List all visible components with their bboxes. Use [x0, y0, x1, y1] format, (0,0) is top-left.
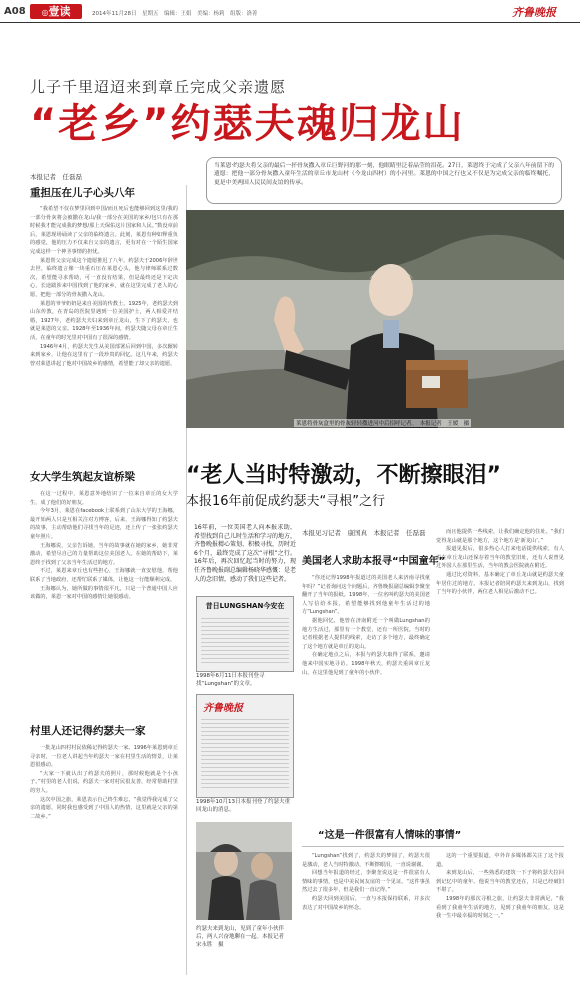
main-photo	[186, 210, 564, 428]
clipping-1998-october	[196, 694, 294, 798]
page-number: A08	[4, 6, 26, 17]
section-title-1: 重担压在儿子心头八年	[30, 187, 135, 199]
section2-title-b: “这是一件很富有人情味的事情”	[318, 830, 462, 841]
section2-headline: “老人当时特激动，不断擦眼泪”	[186, 463, 501, 488]
section2-col-d: 这的一个重要报道，中外许多媒体都关注了这个报道。 来到龙山后，一些熟悉的建筑一下子将约瑟夫拉回到记忆中的童年。他说当年的教堂还在，只是已经破旧不堪了。 1998年的那次寻根之旅，让约瑟夫非常满足，“我看到了我童年生活的地方，见到了我童年的朋友，这是我一生中最幸福的时刻之一。”	[436, 853, 564, 920]
main-headline: “老乡”约瑟夫魂归龙山	[30, 101, 465, 147]
section-body-2: 在这一过程中，莱恩意外地结识了一位来自章丘的女大学生，成了他们的好朋友。 今年3月，莱恩在facebook上联系到了山东大学的王海娜，最开始两人只是互相关注对方博客，后来，王海娜得知了约瑟夫的故事，主动帮助他们寻找当年的足迹，还上传了一张张约瑟夫童年照片。 王海娜说，父亲告诉她，当年的故事就在她的家乡，她非常激动，希望尽自己的力量帮助这位美国老人。在她的帮助下，莱恩终于找到了父亲当年生活过的地方。 不过，莱恩来章丘也有些担心，王海娜就一直安慰他，帮他联系了当地政府，还帮忙联系了媒体，让他这一行能顺利完成。 王海娜认为，她所做的事情很平凡，只是一个普通中国人应该做的，莱恩一家对中国的感情让她很感动。	[30, 491, 178, 601]
section2-intro: 16年前，一位美国老人向本报求助，希望找到自己儿时生活和学习的地方，齐鲁晚报精心策划、积极寻找，历时近6个月，最终完成了这次“寻根”之行。16年后，再次回忆起当时的努力，现任齐鲁晚报副总编辑杨晓华感慨：是老人的念旧情，感动了我们这些记者。	[194, 524, 296, 583]
section2-title-a: 美国老人求助本报寻“中国童年”	[302, 556, 446, 567]
clipping-1-caption: 1998年6月11日本报刊登寻找“Lungshan”的文章。	[196, 673, 265, 687]
clipping-2-caption: 1998年10月13日本报刊登了约瑟夫重回龙山的消息。	[196, 799, 290, 813]
reunion-scene	[196, 822, 292, 920]
masthead: 齐鲁晚报	[512, 6, 556, 19]
intro-text: 当莱恩·约瑟夫将父亲的最后一抔骨灰撒入章丘巨野河的那一刻，他眼睛里泛着晶莹的泪花。27日，莱恩终于完成了父亲八年前留下的遗愿：把他一部分骨灰撒入童年生活的章丘市龙山村（今龙山四村）的小河里。莱恩的中国之行也又不仅是为完成父亲的临终嘱托，更是中美两国人民民间友谊的传承。	[214, 163, 554, 186]
clipping-2-masthead: 齐鲁晚报	[203, 703, 243, 714]
section2-subheadline: 本报16年前促成约瑟夫“寻根”之行	[186, 494, 386, 509]
section2-byline: 本报见习记者 康国真 本报记者 任磊磊	[302, 529, 426, 537]
reunion-photo	[196, 822, 292, 920]
section-title-2: 女大学生筑起友谊桥梁	[30, 471, 135, 483]
byline-main: 本报记者 任磊磊	[30, 173, 82, 181]
section-title-3: 村里人还记得约瑟夫一家	[30, 725, 146, 737]
kicker: 儿子千里迢迢来到章丘完成父亲遗愿	[30, 78, 287, 96]
photo-scene	[186, 210, 564, 428]
section-body-3: 一批龙山四村村民依稀记得约瑟夫一家。1996年莱恩到章丘寻亲时，一位老人讲起当年约瑟夫一家在村里生活的情景，让莱恩很感动。 “大家一下就认出了约瑟夫的照片，那时候他就是个小孩子。”村里的老人们说，约瑟夫一家对村民很友善，经常帮助村里的穷人。 这次中国之旅，莱恩表示自己终生难忘，“我觉得我完成了父亲的遗愿，同时我也感受到了中国人的热情，这里就是父亲的第二故乡。”	[30, 745, 178, 820]
clipping-1998-june	[196, 596, 294, 672]
left-column	[30, 185, 178, 975]
section-tag: ◎壹读	[30, 4, 82, 19]
section-body-1: “我希望不仅在梦里回到中国/而且死后也能够回到这里/我的一部分骨灰将会被撒在龙山/我一部分在美国的家乡/包只有在那时候我才能完成我的梦想/那上天保佑这片国家和人民。”数没章前后，莱恩现场诵读了父亲的临终遗言。此刻，莱恩有种如释重负的感觉，他的压力不仅来自父亲的遗言，更有对在一个陌生国家完成这样一个神圣事情的担忧。 莱恩帮父亲完成这个遗愿推迟了八年。约瑟夫于2006年辞世去世，临终遗言像一块重石压在莱恩心头，他与律师联系过数次，希望能寻求帮助，可一直没有结果，但是最终还是下定决心，长途跋涉来中国找到了他的家乡，就在这里完成了老人的心愿，把他一部分的骨灰撒入龙山。 莱恩的爷爷奶奶是来自美国的传教士，1925年，老约瑟夫到山东传教，在青岛的医院里遇到一位美国护士，两人相爱并结婚，1927年，老约瑟夫夫妇来到章丘龙山，生下了约瑟夫，也就是莱恩的父亲。1928年至1936年间，约瑟夫随父母在章丘生活，在童年的时光里对中国有了很深的感情。 1946年4月，约瑟夫先生从美国部署后回到中国，多次辗转来到家乡，让他在这里有了一段珍贵的回忆。这几年来，约瑟夫曾对莱恩讲起了他对中国故乡的感情，希望能了却父亲的遗愿。	[30, 206, 178, 367]
section2-col-c: “Lungshan”找到了，约瑟夫的梦圆了，约瑟夫很是激动，老人当时特激动，不断擦眼泪，一直说谢谢。 回想当年报道的经过，李聚奎说这是一件很富有人情味的事情，也是中美民间友谊的一个见证。“这件事虽然过去了很多年，但是我们一直记得。” 约瑟夫回到美国后，一直与本报保持联系，并多次表达了对中国故乡的怀念。	[302, 853, 430, 911]
section2-col-b: 而且他提供一些线索，让我们确定他的住址。“我们觉得龙山就是那个地方，这个地方是‘新龙山’。” 报道见报后，很多热心人打来电话提供线索，有人说在章丘龙山还保存着当年的教堂旧址，还有人说曾见过外国人在那里生活，当年的教会医院就在附近。 通过比对资料，基本确定了章丘龙山就是约瑟夫童年居住过的地方。本报记者陪同约瑟夫来到龙山，找到了当年的小伙伴，两位老人相见后激动不已。	[436, 529, 564, 596]
quote-rule	[302, 846, 564, 847]
date-line: 2014年11月28日 星期五 编辑：王娟 美编：杨莉 组版：洛菁	[92, 11, 258, 17]
clipping-1-title: 昔日LUNGSHAN今安在	[205, 602, 285, 610]
main-photo-caption: 莱恩将骨灰盒里的骨灰轻轻撒进河中后招呼记者。 本报记者 王媛 摄	[296, 421, 470, 427]
section-logo-icon: ◎	[41, 8, 49, 17]
section2-col-a: “你还记得1998年报道过的美国老人来济南寻找童年吗？”记者询问这个问题后，齐鲁晚报副总编辑李聚奎翻开了当年的报纸。1998年，一位名叫约瑟夫的美国老人写信给本报，希望能够找到他童年生活过的地方“Lungshan”。 据他回忆，他曾在济南附近一个叫做Lungshan的地方生活过，那里有一个教堂，还有一所医院。当时的记者根据老人提供的线索，走访了多个地方，最终确定了这个地方就是章丘的龙山。 在确定地点之后，本报与约瑟夫取得了联系，邀请他来中国实地寻访。1998年秋天，约瑟夫重回章丘龙山，在这里他见到了童年的小伙伴。	[302, 575, 430, 676]
reunion-caption: 约瑟夫来到龙山，见到了童年小伙伴后，两人兴奋地聊在一起。本报记者 宋永胜 摄	[196, 926, 290, 948]
intro-box	[206, 157, 562, 204]
header-rule	[0, 22, 580, 23]
